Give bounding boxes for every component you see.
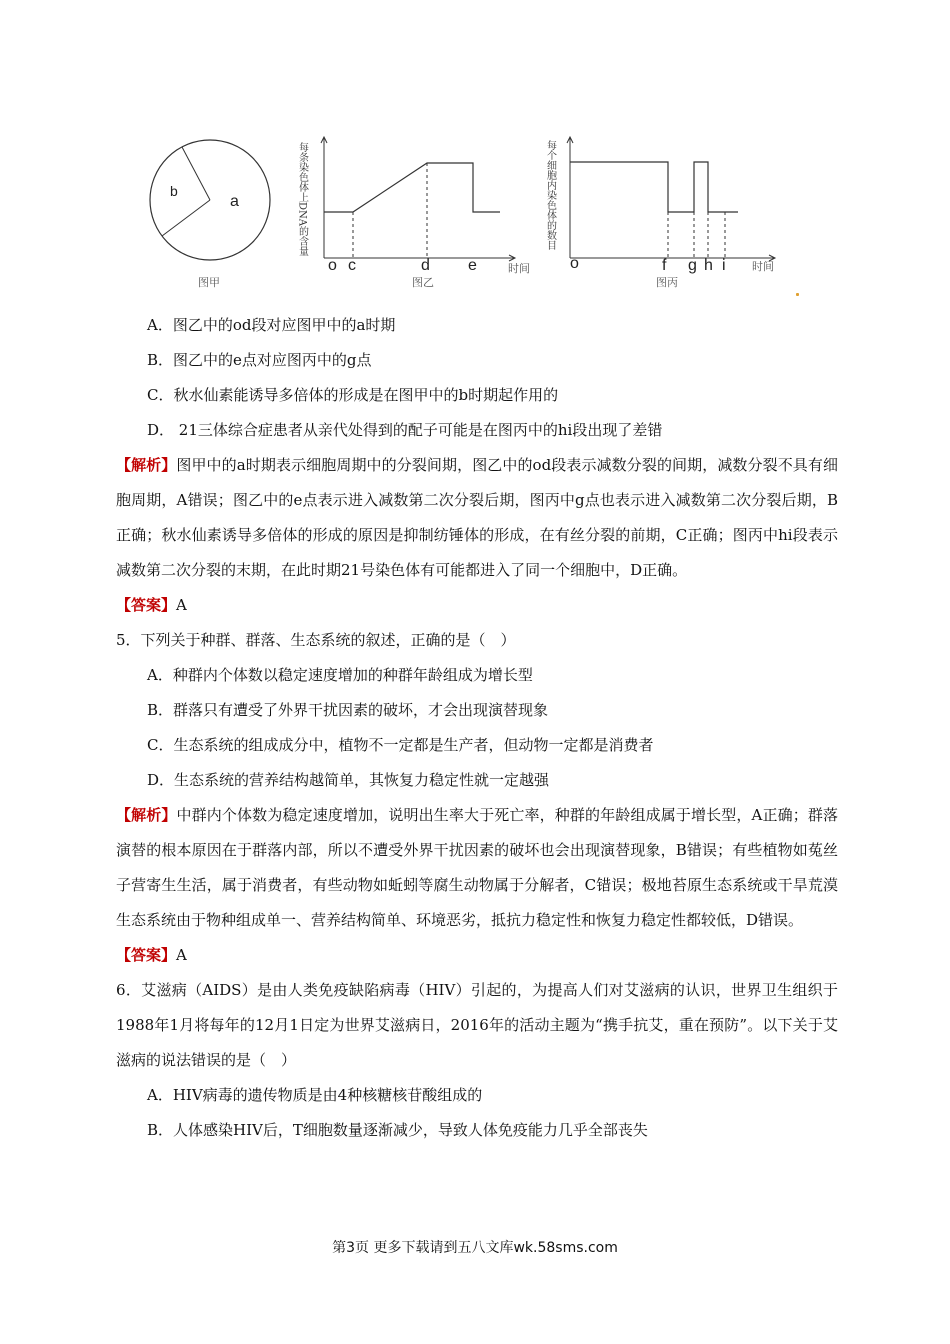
fig-bing-label: 图丙 (656, 276, 678, 289)
sector-line-2 (162, 200, 210, 236)
q4-option-c: C．秋水仙素能诱导多倍体的形成是在图甲中的b时期起作用的 (147, 386, 559, 404)
q4-answer-value: A (176, 596, 187, 614)
q5-option-a: A．种群内个体数以稳定速度增加的种群年龄组成为增长型 (147, 666, 533, 684)
answer-tag: 【答案】 (116, 596, 177, 614)
figure-group (140, 130, 820, 300)
figure-svg (140, 130, 820, 300)
q5-option-d: D．生态系统的营养结构越简单，其恢复力稳定性就一定越强 (147, 771, 550, 789)
q4-analysis (116, 448, 838, 588)
q6-stem: 6．艾滋病（AIDS）是由人类免疫缺陷病毒（HIV）引起的，为提高人们对艾滋病的认识，世界卫生组织于1988年1月将每年的12月1日定为世界艾滋病日，2016年的活动主题为“携手抗艾，重在预防”。以下关于艾滋病的说法错误的是（ ） (116, 981, 838, 1069)
q4-option-d: D． 21三体综合症患者从亲代处得到的配子可能是在图丙中的hi段出现了差错 (147, 421, 663, 439)
q6-option-a: A．HIV病毒的遗传物质是由4种核糖核苷酸组成的 (147, 1086, 483, 1104)
fig-yi-label: 图乙 (412, 276, 434, 289)
bing-chromosome-curve (570, 162, 738, 212)
yi-tick-d: d (421, 257, 430, 274)
region-a-label: a (230, 193, 239, 210)
sector-line-1 (182, 147, 210, 200)
q5-option-c: C．生态系统的组成成分中，植物不一定都是生产者，但动物一定都是消费者 (147, 736, 654, 754)
yi-x-axis-label: 时间 (508, 262, 530, 275)
bing-tick-g: g (688, 257, 697, 274)
page-footer: 第3页 更多下载请到五八文库wk.58sms.com (332, 1240, 618, 1256)
yi-tick-c: c (348, 257, 356, 274)
bing-tick-h: h (704, 257, 713, 274)
bing-tick-i: i (722, 257, 726, 274)
q4-analysis-text: 图甲中的a时期表示细胞周期中的分裂间期，图乙中的od段表示减数分裂的间期，减数分裂不具有细胞周期，A错误；图乙中的e点表示进入减数第二次分裂后期，图丙中g点也表示进入减数第二次分裂后期，B正确；秋水仙素诱导多倍体的形成的原因是抑制纺锤体的形成，在有丝分裂的前期，C正确；图丙中hi段表示减数第二次分裂的末期，在此时期21号染色体有可能都进入了同一个细胞中，D正确。 (116, 456, 838, 579)
q5-analysis-text: 中群内个体数为稳定速度增加，说明出生率大于死亡率，种群的年龄组成属于增长型，A正确；群落演替的根本原因在于群落内部，所以不遭受外界干扰因素的破坏也会出现演替现象，B错误；有些植物如菟丝子营寄生生活，属于消费者，有些动物如蚯蚓等腐生动物属于分解者，C错误；极地苔原生态系统或干旱荒漠生态系统由于物种组成单一、营养结构简单、环境恶劣，抵抗力稳定性和恢复力稳定性都较低，D错误。 (116, 806, 838, 929)
q4-answer (116, 588, 838, 623)
q6-option-b: B．人体感染HIV后，T细胞数量逐渐减少，导致人体免疫能力几乎全部丧失 (147, 1121, 648, 1139)
region-b-label: b (170, 183, 178, 199)
analysis-tag: 【解析】 (116, 456, 177, 474)
q4-option-b: B．图乙中的e点对应图丙中的g点 (147, 351, 372, 369)
q5-answer-value: A (176, 946, 187, 964)
yi-y-axis-label: 每条染色体上DNA的含量 (296, 142, 308, 256)
bing-tick-f: f (662, 257, 667, 274)
yi-tick-e: e (468, 257, 477, 274)
yi-dna-curve (324, 163, 500, 212)
fig-bing (545, 137, 776, 289)
fig-jia (150, 140, 270, 289)
q5-analysis (116, 798, 838, 938)
fig-yi (297, 137, 531, 289)
bing-x-axis-label: 时间 (752, 260, 774, 273)
main-content (116, 308, 838, 1148)
q5-option-b: B．群落只有遭受了外界干扰因素的破坏，才会出现演替现象 (147, 701, 549, 719)
stray-mark (796, 293, 799, 296)
q5-stem: 5．下列关于种群、群落、生态系统的叙述，正确的是（ ） (116, 631, 516, 649)
q4-option-a: A．图乙中的od段对应图甲中的a时期 (147, 316, 396, 334)
bing-tick-o: o (570, 255, 579, 272)
answer-tag: 【答案】 (116, 946, 177, 964)
bing-y-axis-label: 每个细胞内染色体的数目 (544, 140, 556, 250)
yi-tick-o: o (328, 257, 337, 274)
analysis-tag: 【解析】 (116, 806, 177, 824)
q5-answer (116, 938, 838, 973)
fig-jia-label: 图甲 (198, 276, 220, 289)
